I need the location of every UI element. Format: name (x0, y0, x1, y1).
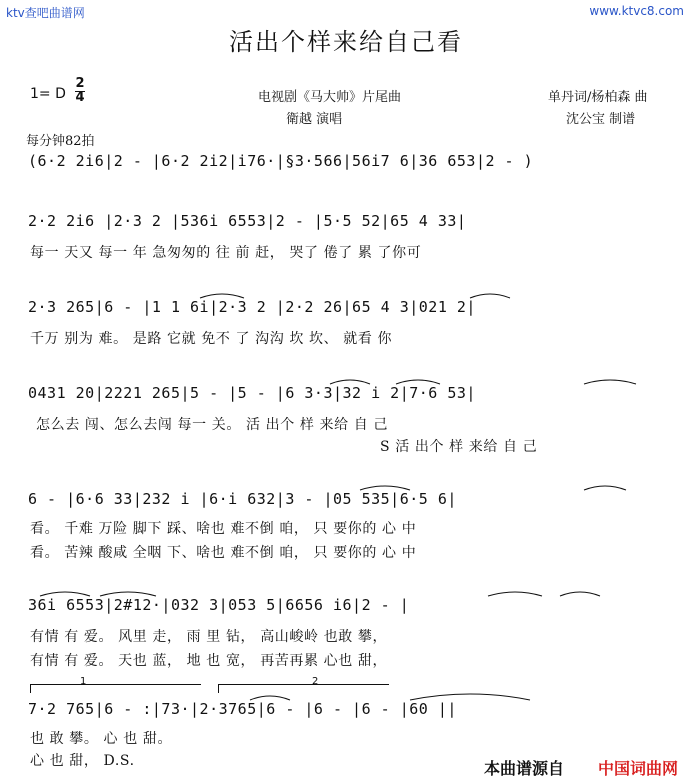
tempo-marking: 每分钟82拍 (26, 134, 95, 149)
notation-row-7: 7·2 765|6 - :|73·|2·3765|6 - |6 - |6 - |60 || (28, 700, 457, 718)
slur-arc (584, 486, 626, 490)
notation-row-3: 2·3 265|6 - |1 1 6i|2·3 2 |2·2 26|65 4 3|021 2| (28, 298, 476, 316)
slur-arc (488, 592, 542, 596)
footer-site-name: 中国词曲网 (598, 759, 679, 778)
time-signature-bottom: 4 (75, 90, 85, 105)
performer: 衛越 演唱 (286, 112, 343, 127)
lyric-row-2-line-1: 每一 天又 每一 年 急匆匆的 往 前 赶， 哭了 倦了 累 了你可 (30, 245, 422, 261)
volta-bracket-1 (30, 684, 201, 693)
watermark-left: ktv查吧曲谱网 (6, 6, 85, 20)
credits: 单丹词/杨柏森 曲 (548, 90, 648, 105)
slur-arc (584, 380, 636, 384)
notation-row-4: 0431 20|2221 265|5 - |5 - |6 3·3|32 i 2|7·6 53| (28, 384, 476, 402)
volta-bracket-2 (218, 684, 389, 693)
arranger: 沈公宝 制谱 (566, 112, 636, 127)
lyric-row-6-line-1: 有情 有 爱。 风里 走， 雨 里 钻， 高山峻岭 也敢 攀， (30, 629, 388, 645)
volta-number-2: 2 (312, 676, 319, 687)
footer-source-label: 本曲谱源自 (484, 759, 565, 778)
notation-row-1: (6·2 2i6|2 - |6·2 2i2|i76·|§3·566|56i7 6|36 653|2 - ) (28, 152, 534, 170)
lyric-row-4-line-1: 怎么去 闯、怎么去闯 每一 关。 活 出个 样 来给 自 己 (36, 417, 389, 433)
time-signature-top: 2 (75, 76, 85, 91)
lyric-row-6-line-2: 有情 有 爱。 天也 蓝， 地 也 宽， 再苦再累 心也 甜， (30, 653, 388, 669)
slur-arc (470, 294, 510, 298)
song-source: 电视剧《马大帅》片尾曲 (258, 90, 402, 105)
lyric-row-4-line-2: S 活 出个 样 来给 自 己 (380, 439, 538, 455)
slur-arc (560, 592, 600, 596)
notation-row-6: 36i 6553|2#12·|032 3|053 5|6656 i6|2 - | (28, 596, 410, 614)
notation-row-5: 6 - |6·6 33|232 i |6·i 632|3 - |05 535|6·5 6| (28, 490, 457, 508)
volta-number-1: 1 (80, 676, 87, 687)
song-title: 活出个样来给自己看 (229, 28, 463, 56)
lyric-row-7-line-2: 心 也 甜， D.S. (30, 753, 135, 769)
lyric-row-7-line-1: 也 敢 攀。 心 也 甜。 (30, 731, 173, 747)
key-signature: 1= D (30, 86, 66, 102)
watermark-right: www.ktvc8.com (589, 4, 684, 18)
notation-row-2: 2·2 2i6 |2·3 2 |536i 6553|2 - |5·5 52|65 4 33| (28, 212, 467, 230)
lyric-row-3-line-1: 千万 别为 难。 是路 它就 免不 了 沟沟 坎 坎、 就看 你 (30, 331, 393, 347)
lyric-row-5-line-1: 看。 千难 万险 脚下 踩、啥也 难不倒 咱， 只 要你的 心 中 (30, 521, 417, 537)
lyric-row-5-line-2: 看。 苦辣 酸咸 全咽 下、啥也 难不倒 咱， 只 要你的 心 中 (30, 545, 417, 561)
time-signature (75, 78, 85, 104)
